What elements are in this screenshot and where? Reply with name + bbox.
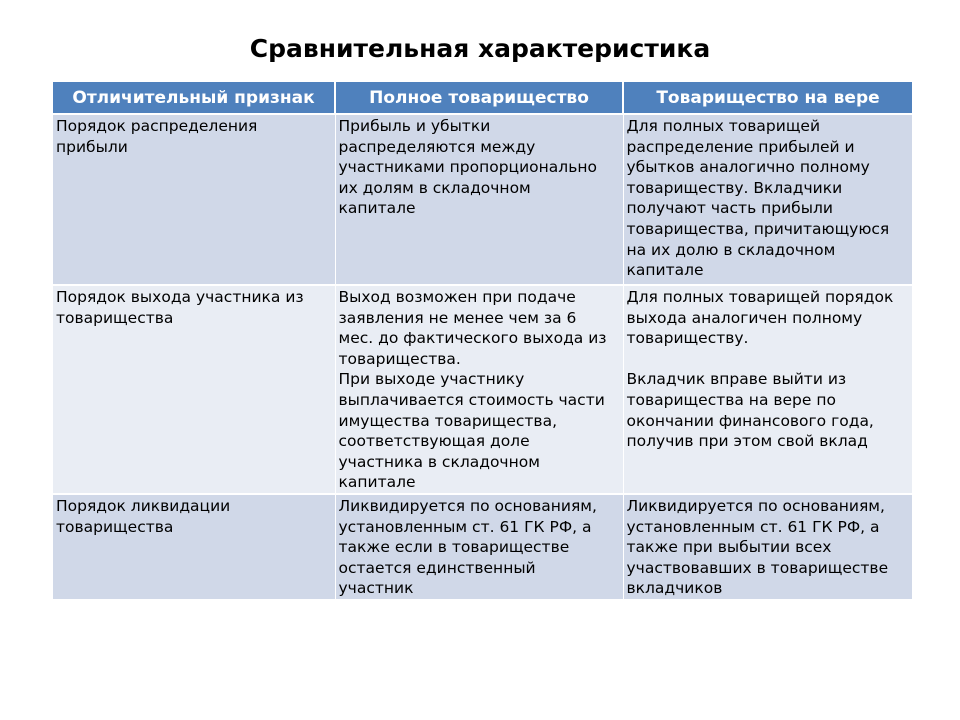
cell-line: товарищества на вере по [626,390,836,409]
cell-line: Прибыль и убытки [338,117,491,135]
cell-line: товарищества [56,517,174,536]
paragraph-gap [627,349,910,370]
cell-line: Порядок выхода участника из [56,288,304,306]
cell-line: При выходе участнику [338,370,525,389]
cell-line: Для полных товарищей [626,117,821,135]
cell-line: выхода аналогичен полному [626,308,863,327]
cell-line: капитале [626,261,704,280]
cell-line: получают часть прибыли [626,199,833,218]
cell-line: участниками пропорционально [338,158,597,177]
cell-line: капитале [338,199,416,218]
cell-line: вкладчиков [626,579,723,598]
cell-line: мес. до фактического выхода из [338,329,607,348]
comparison-table [53,82,912,601]
full-partnership-cell [335,494,623,600]
cell-line: Выход возможен при подаче [338,288,576,306]
cell-line: убытков аналогично полному [626,158,870,177]
table-row [53,494,912,600]
limited-partnership-cell [623,114,912,285]
table-row [53,114,912,285]
cell-line: Для полных товарищей порядок [626,288,894,306]
limited-partnership-cell [623,494,912,600]
cell-line: участника в складочном [338,452,540,471]
cell-line: на их долю в складочном [626,240,836,259]
cell-line: Порядок ликвидации [56,496,231,515]
page-title: Сравнительная характеристика [249,34,711,63]
row-feature-cell [53,285,335,494]
row-feature-cell [53,494,335,600]
table-header-row [53,82,912,114]
cell-line: окончании финансового года, [626,411,874,430]
cell-line: товариществу. Вкладчики [626,178,843,197]
full-partnership-cell [335,285,623,494]
cell-line: установленным ст. 61 ГК РФ, а [338,517,592,536]
cell-line: соответствующая доле [338,432,530,451]
row-feature-cell [53,114,335,285]
cell-line: товарищества [56,308,174,327]
cell-line: распределяются между [338,137,536,156]
cell-line: также при выбытии всех [626,538,832,557]
column-header-feature: Отличительный признак [53,82,335,114]
cell-line: остается единственный [338,558,536,577]
cell-line: получив при этом свой вклад [626,432,868,451]
full-partnership-cell [335,114,623,285]
cell-line: также если в товариществе [338,538,570,557]
cell-line: товариществу. [626,329,749,348]
cell-line: Ликвидируется по основаниям, [626,496,885,515]
column-header-limited-partnership: Товарищество на вере [623,82,912,114]
cell-line: капитале [338,473,416,492]
cell-line: Вкладчик вправе выйти из [626,370,847,389]
cell-line: товарищества. [338,349,461,368]
cell-line: заявления не менее чем за 6 [338,308,577,327]
cell-line: прибыли [56,137,128,156]
cell-line: участвовавших в товариществе [626,558,889,577]
cell-line: установленным ст. 61 ГК РФ, а [626,517,880,536]
cell-line: Ликвидируется по основаниям, [338,496,597,515]
cell-line: их долям в складочном [338,178,531,197]
column-header-full-partnership: Полное товарищество [335,82,623,114]
cell-line: имущества товарищества, [338,411,557,430]
cell-line: распределение прибылей и [626,137,855,156]
table-row [53,285,912,494]
cell-line: Порядок распределения [56,117,258,135]
cell-line: участник [338,579,414,598]
cell-line: товарищества, причитающуюся [626,219,890,238]
limited-partnership-cell [623,285,912,494]
cell-line: выплачивается стоимость части [338,390,605,409]
